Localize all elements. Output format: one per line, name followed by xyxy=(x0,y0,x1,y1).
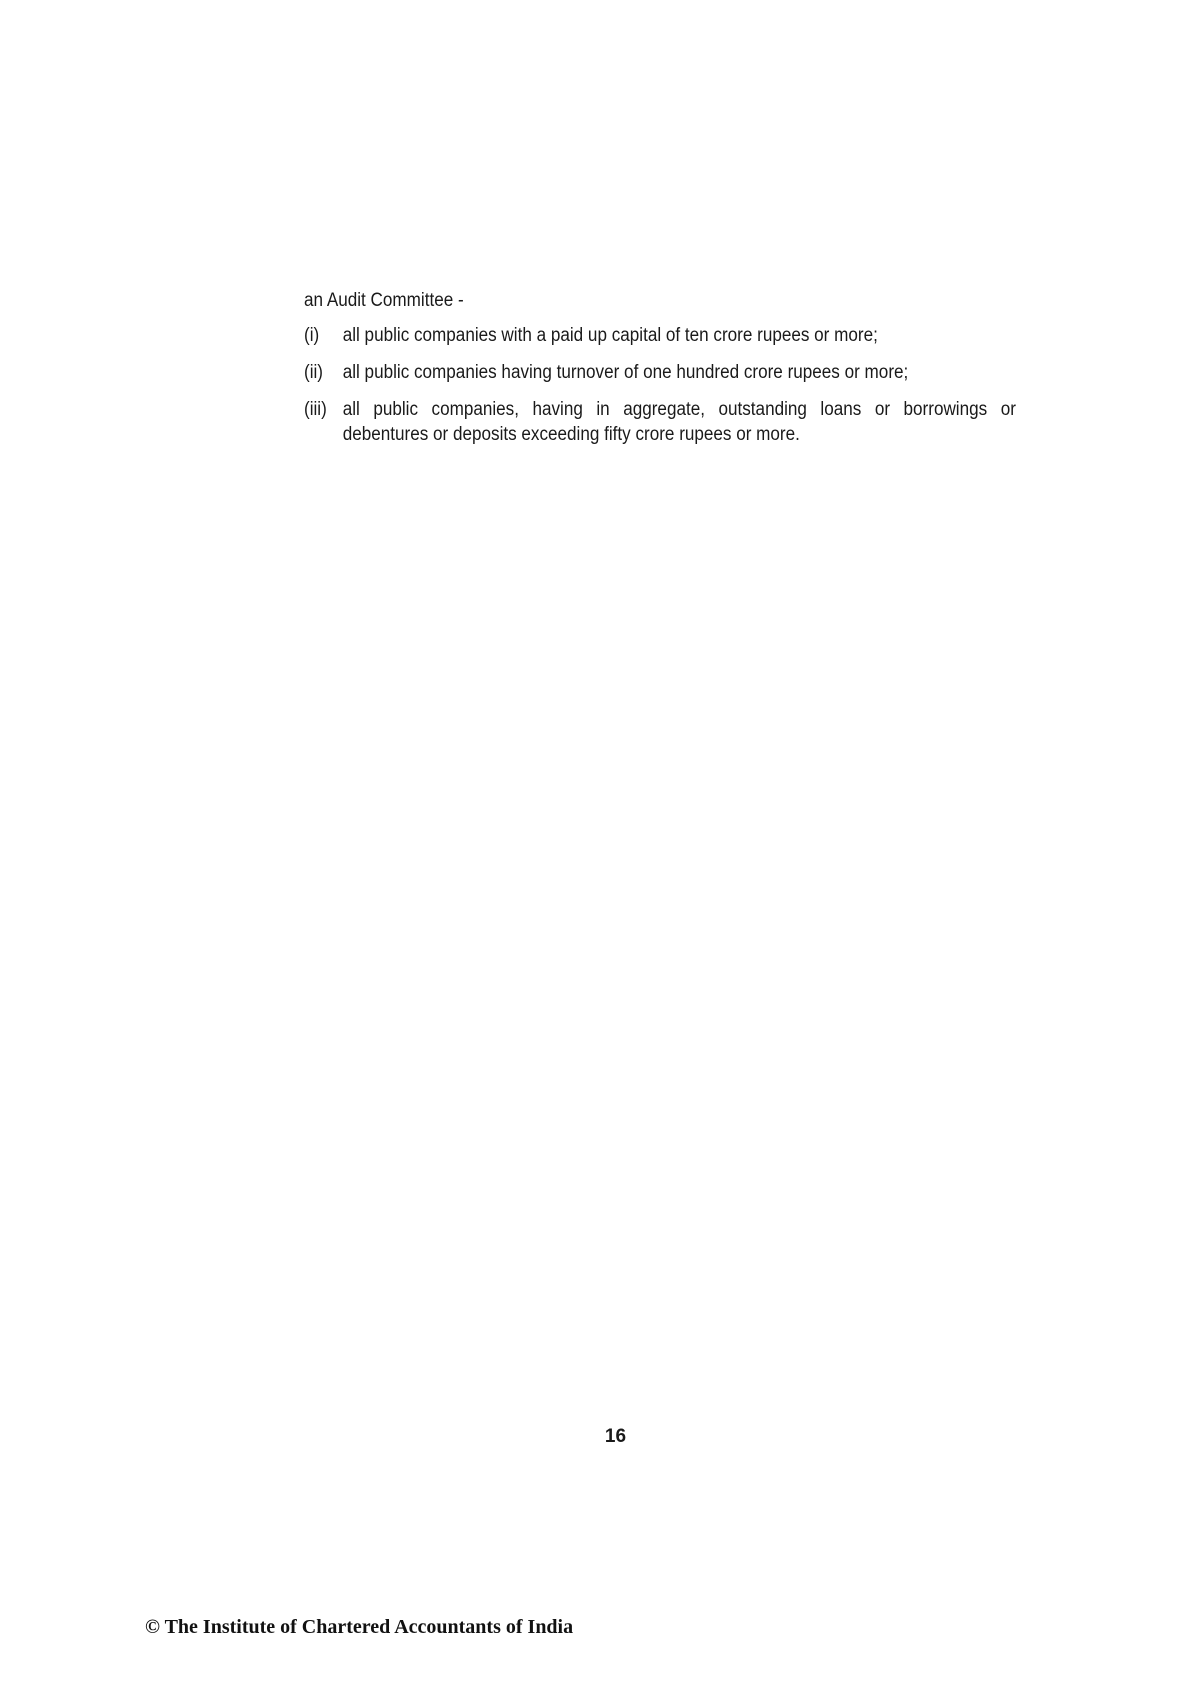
list-item-marker: (iii) xyxy=(304,399,327,420)
list-item xyxy=(304,397,1016,447)
list-item xyxy=(304,360,1016,385)
list-item-text: all public companies with a paid up capital of ten crore rupees or more; xyxy=(342,325,878,346)
page-number: 16 xyxy=(604,1426,627,1447)
copyright-footer: © The Institute of Chartered Accountants of India xyxy=(145,1616,574,1638)
list-item-text: all public companies having turnover of one hundred crore rupees or more; xyxy=(342,362,909,383)
list-item xyxy=(304,323,1016,348)
intro-text: an Audit Committee - xyxy=(304,290,464,311)
document-body xyxy=(304,288,1016,459)
list-item-marker: (ii) xyxy=(304,362,323,383)
list-item-text: all public companies, having in aggregate, outstanding loans or borrowings or debentures or deposits exceeding fifty crore rupees or more. xyxy=(342,399,1016,445)
list-item-marker: (i) xyxy=(304,325,320,346)
